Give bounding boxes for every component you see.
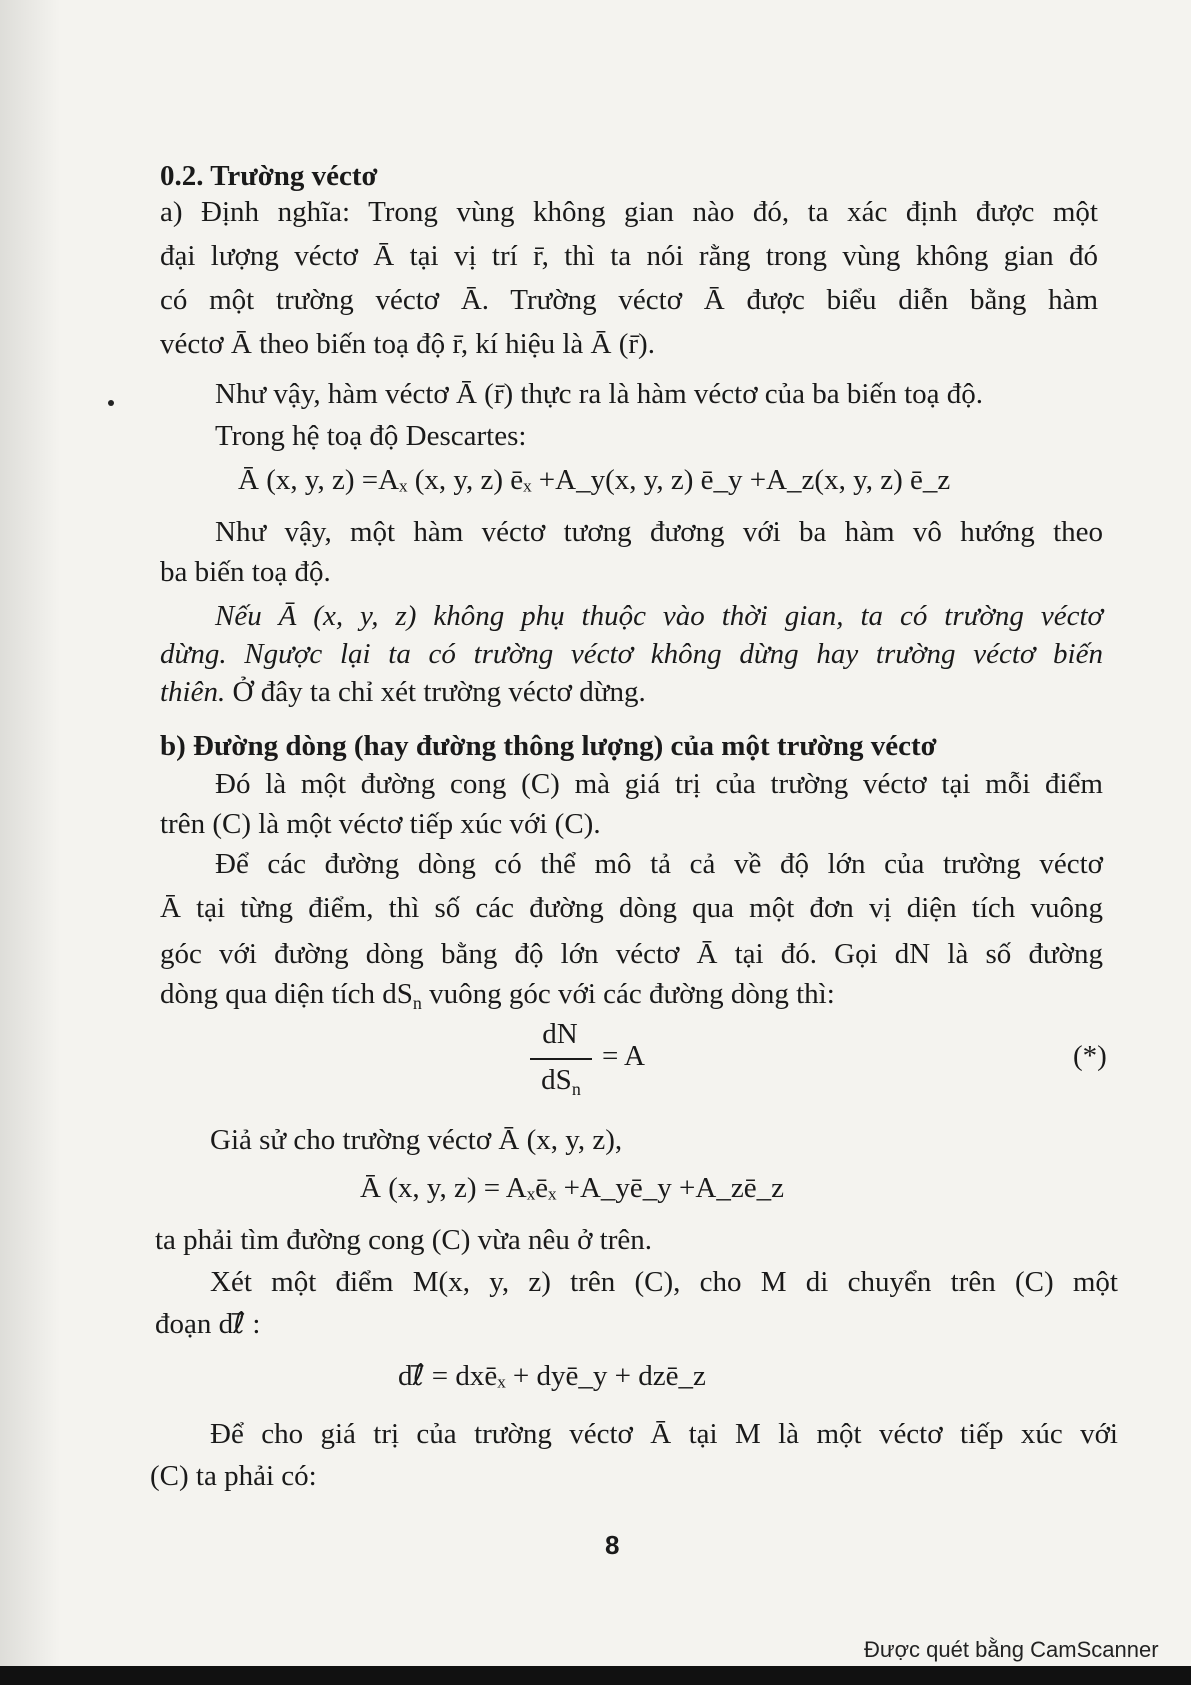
part-b-line-12: (C) ta phải có: [150,1460,317,1492]
fraction-denominator-text: dS [541,1064,572,1096]
fraction-rhs: = A [602,1040,645,1072]
part-b-line-6-sub: n [412,993,422,1013]
part-b-line-11: Để cho giá trị của trường véctơ Ā tại M là một véctơ tiếp xúc với [210,1418,1118,1450]
field-equation: Ā (x, y, z) = Aₓēₓ +A_yē_y +A_zē_z [360,1172,784,1204]
part-a-line-6: Trong hệ toạ độ Descartes: [215,420,527,452]
part-b-line-6-pre: dòng qua diện tích dS [160,978,413,1010]
part-a-line-7: Như vậy, một hàm véctơ tương đương với ba hàm vô hướng theo [215,516,1103,548]
page-edge-shadow [0,0,60,1666]
page-number: 8 [605,1530,620,1560]
part-b-line-9: Xét một điểm M(x, y, z) trên (C), cho M di chuyển trên (C) một [210,1266,1118,1298]
fraction-bar [530,1058,592,1060]
part-b-title: b) Đường dòng (hay đường thông lượng) của một trường véctơ [160,730,937,762]
part-b-line-4: Ā tại từng điểm, thì số các đường dòng qua một đơn vị diện tích vuông [160,892,1103,924]
scanner-watermark: Được quét bằng CamScanner [864,1637,1159,1662]
part-a-line-8: ba biến toạ độ. [160,556,331,588]
scan-speck [108,400,114,406]
section-title: 0.2. Trường véctơ [160,160,378,192]
part-a-line-1: a) Định nghĩa: Trong vùng không gian nào đó, ta xác định được một [160,196,1098,228]
part-a-line-11-rest: Ở đây ta chỉ xét trường véctơ dừng. [225,676,646,708]
fraction-denominator [528,1064,594,1097]
part-a-line-5: Như vậy, hàm véctơ Ā (r̄) thực ra là hàm véctơ của ba biến toạ độ. [215,378,984,410]
displacement-equation: dℓ⃗ = dxēₓ + dyē_y + dzē_z [398,1360,706,1392]
part-b-line-3: Để các đường dòng có thể mô tả cả về độ lớn của trường véctơ [215,848,1103,880]
part-b-line-6-post: vuông góc với các đường dòng thì: [421,978,835,1010]
part-a-line-2: đại lượng véctơ Ā tại vị trí r̄, thì ta nói rằng trong vùng không gian đó [160,240,1098,272]
part-b-line-6 [160,976,835,1012]
cartesian-equation: Ā (x, y, z) =Aₓ (x, y, z) ēₓ +A_y(x, y, z) ē_y +A_z(x, y, z) ē_z [238,464,951,496]
part-a-line-3: có một trường véctơ Ā. Trường véctơ Ā được biểu diễn bằng hàm [160,284,1098,316]
equation-tag: (*) [1073,1040,1107,1072]
part-a-line-10: dừng. Ngược lại ta có trường véctơ không dừng hay trường véctơ biến [160,638,1103,670]
part-b-line-5: góc với đường dòng bằng độ lớn véctơ Ā tại đó. Gọi dN là số đường [160,938,1103,970]
part-b-line-7: Giả sử cho trường véctơ Ā (x, y, z), [210,1124,623,1156]
part-a-line-11-italic: thiên. [160,676,226,708]
part-b-line-1: Đó là một đường cong (C) mà giá trị của trường véctơ tại mỗi điểm [215,768,1103,800]
part-b-line-8: ta phải tìm đường cong (C) vừa nêu ở trên. [155,1224,652,1256]
fraction-denominator-sub: n [571,1079,581,1099]
part-b-line-10: đoạn dℓ⃗ : [155,1308,261,1340]
bottom-edge [0,1666,1191,1685]
part-a-line-9: Nếu Ā (x, y, z) không phụ thuộc vào thời gian, ta có trường véctơ [215,600,1103,632]
part-a-line-4: véctơ Ā theo biến toạ độ r̄, kí hiệu là Ā (r̄). [160,328,655,360]
part-a-line-11 [160,674,646,710]
fraction-numerator: dN [542,1018,578,1050]
part-b-line-2: trên (C) là một véctơ tiếp xúc với (C). [160,808,601,840]
